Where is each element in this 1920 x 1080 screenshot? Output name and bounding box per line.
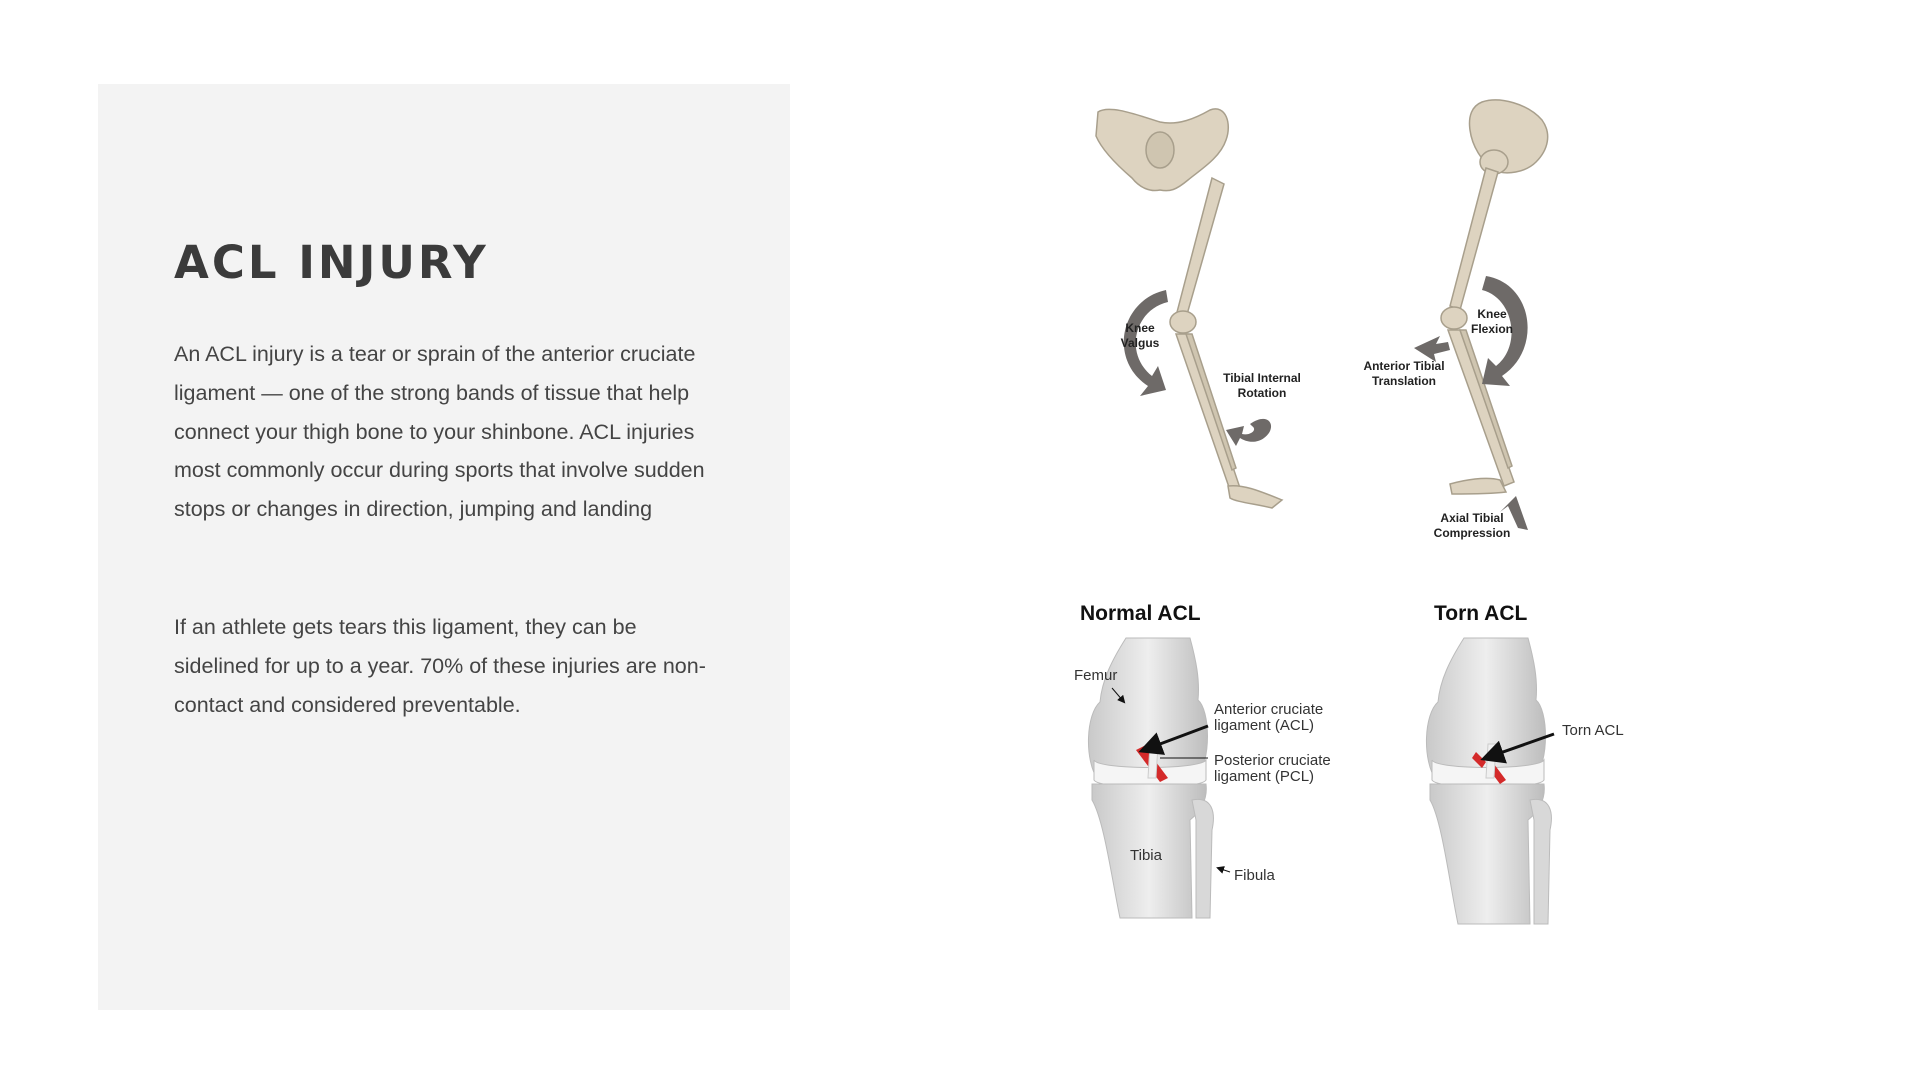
svg-text:Valgus: Valgus	[1120, 336, 1160, 350]
torn-knee-icon	[1426, 638, 1551, 924]
pcl-label	[1214, 752, 1331, 785]
svg-text:Axial Tibial: Axial Tibial	[1440, 511, 1504, 525]
svg-text:Knee: Knee	[1477, 307, 1507, 321]
svg-text:Tibial Internal: Tibial Internal	[1223, 371, 1301, 385]
axial-compression-label	[1434, 511, 1511, 540]
svg-text:Knee: Knee	[1125, 321, 1155, 335]
normal-acl-heading: Normal ACL	[1080, 602, 1201, 625]
intro-paragraph: An ACL injury is a tear or sprain of the anterior cruciate ligament — one of the strong bands of tissue that help connect your thigh bone to your shinbone. ACL injuries most commonly occur during sports that involve sudden stops or changes in direction, jumping and landing	[174, 342, 705, 522]
knee-valgus-label	[1121, 321, 1160, 350]
svg-text:Flexion: Flexion	[1470, 322, 1514, 336]
skeleton-front-icon	[1096, 109, 1282, 508]
svg-text:ligament (ACL): ligament (ACL)	[1214, 717, 1315, 734]
svg-text:Translation: Translation	[1371, 374, 1437, 388]
svg-text:Compression: Compression	[1433, 526, 1511, 540]
svg-text:ligament (PCL): ligament (PCL)	[1214, 768, 1315, 785]
slide-title: ACL INJURY	[174, 236, 489, 289]
tibia-label: Tibia	[1130, 847, 1162, 864]
acl-label	[1214, 701, 1323, 734]
svg-text:Anterior cruciate: Anterior cruciate	[1214, 701, 1324, 718]
knee-flexion-label	[1471, 307, 1513, 336]
femur-label: Femur	[1074, 667, 1118, 684]
torn-acl-heading: Torn ACL	[1434, 602, 1528, 625]
tibial-translation-label	[1363, 359, 1444, 388]
svg-text:Rotation: Rotation	[1237, 386, 1287, 400]
svg-text:Posterior cruciate: Posterior cruciate	[1214, 752, 1331, 769]
fibula-label: Fibula	[1234, 867, 1275, 884]
skeleton-side-icon	[1441, 100, 1548, 494]
svg-text:Anterior Tibial: Anterior Tibial	[1363, 359, 1445, 373]
tibial-rotation-label	[1223, 371, 1301, 400]
torn-acl-label: Torn ACL	[1562, 722, 1624, 739]
stats-paragraph: If an athlete gets tears this ligament, they can be sidelined for up to a year. 70% of these injuries are non-contact and considered preventable.	[174, 615, 706, 717]
